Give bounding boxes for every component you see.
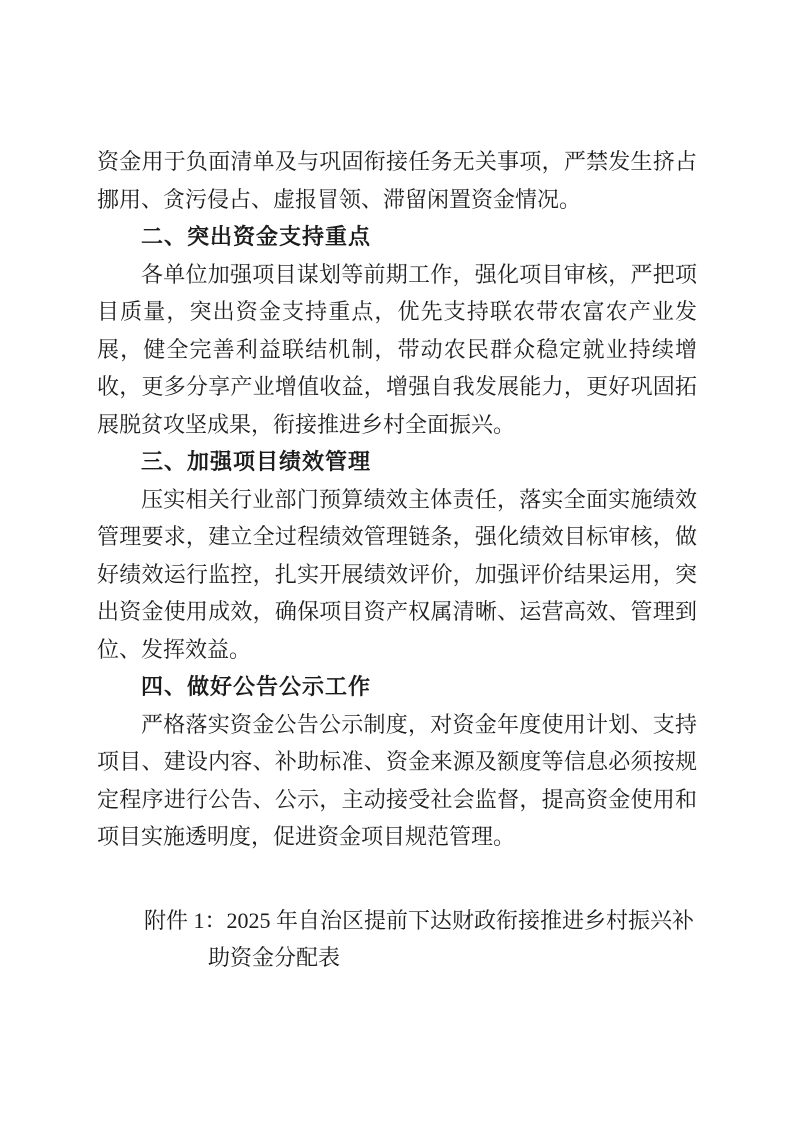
- section-heading-2: 二、突出资金支持重点: [141, 224, 372, 249]
- section-2-paragraph: 各单位加强项目谋划等前期工作，强化项目审核，严把项目质量，突出资金支持重点，优先支持联农带农富农产业发展，健全完善利益联结机制，带动农民群众稳定就业持续增收，更多分享产业增值收益，增强自我发展能力，更好巩固拓展脱贫攻坚成果，衔接推进乡村全面振兴。: [97, 261, 697, 437]
- section-heading-3: 三、加强项目绩效管理: [141, 449, 372, 474]
- paragraph-continued-from-previous-page: 资金用于负面清单及与巩固衔接任务无关事项，严禁发生挤占挪用、贪污侵占、虚报冒领、滞留闲置资金情况。: [97, 149, 697, 212]
- section-4-paragraph: 严格落实资金公告公示制度，对资金年度使用计划、支持项目、建设内容、补助标准、资金来源及额度等信息必须按规定程序进行公告、公示，主动接受社会监督，提高资金使用和项目实施透明度，促进资金项目规范管理。: [97, 711, 697, 849]
- section-3-paragraph: 压实相关行业部门预算绩效主体责任，落实全面实施绩效管理要求，建立全过程绩效管理链条，强化绩效目标审核，做好绩效运行监控，扎实开展绩效评价，加强评价结果运用，突出资金使用成效，确保项目资产权属清晰、运营高效、管理到位、发挥效益。: [97, 486, 697, 662]
- attachment-reference: 附件 1：2025 年自治区提前下达财政衔接推进乡村振兴补助资金分配表: [144, 907, 695, 970]
- section-heading-4: 四、做好公告公示工作: [141, 674, 372, 699]
